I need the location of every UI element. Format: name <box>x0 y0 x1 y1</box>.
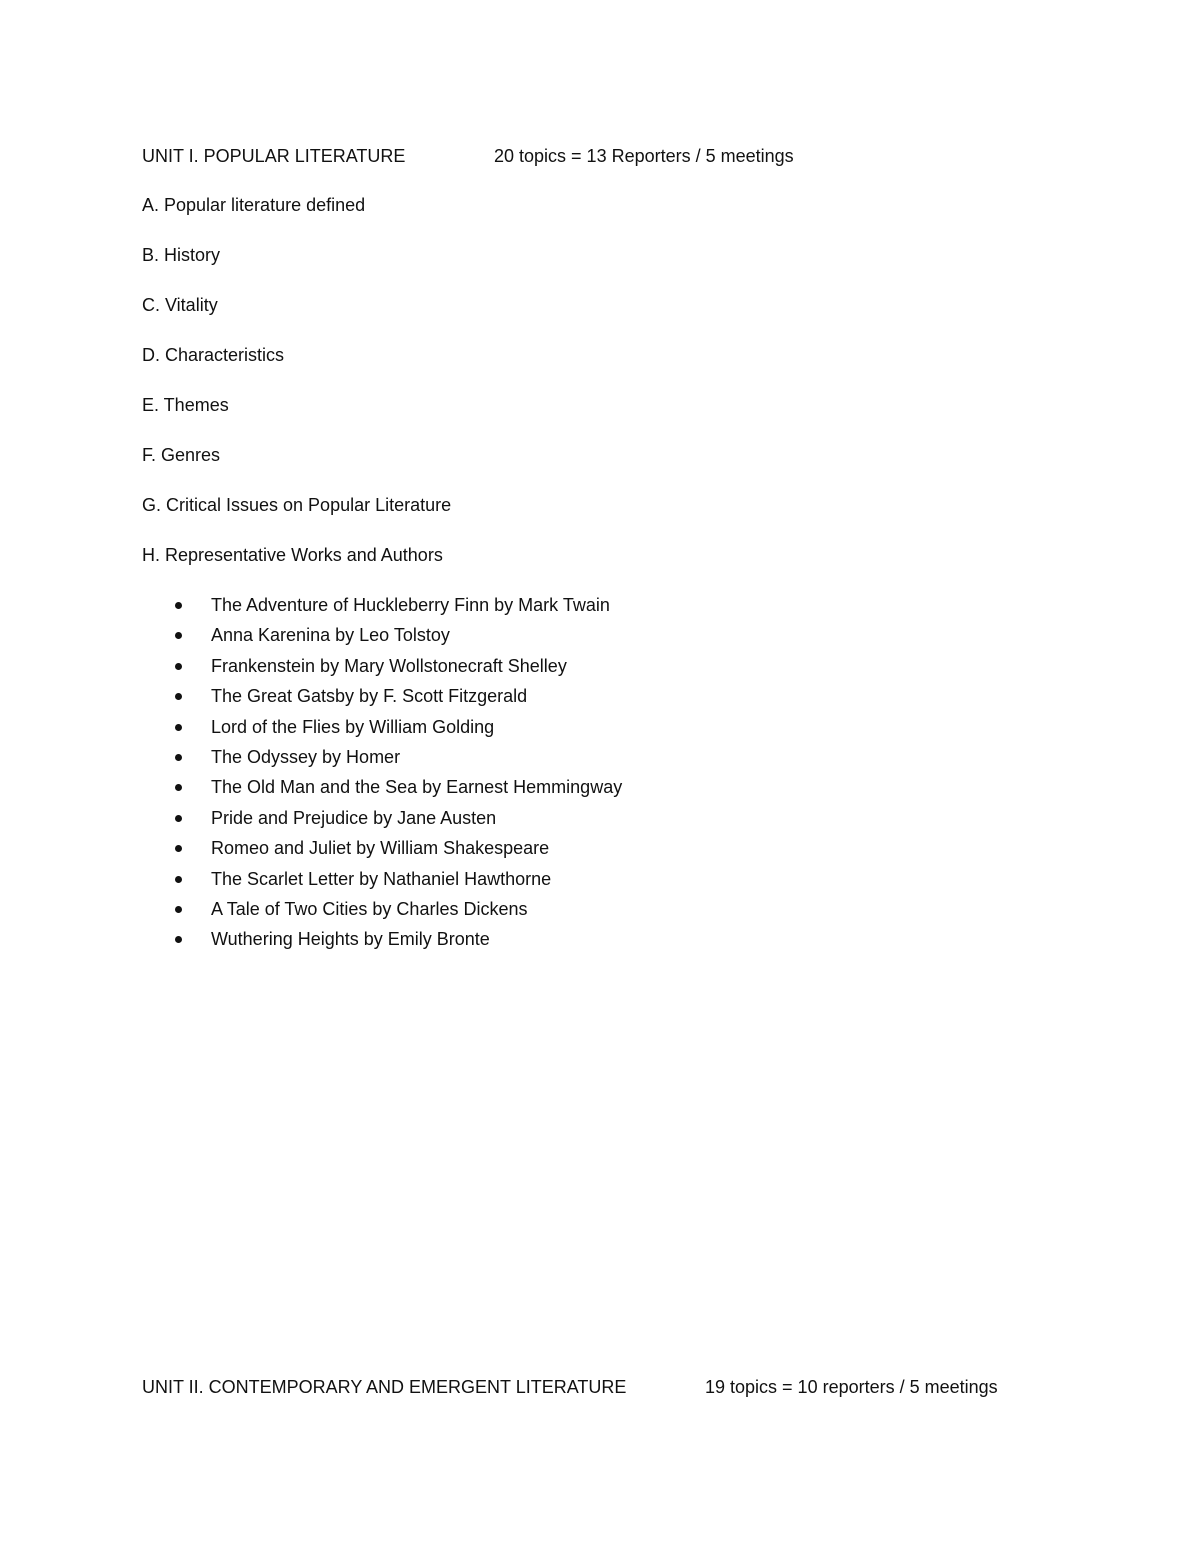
work-item <box>175 593 622 623</box>
section-item-h: H. Representative Works and Authors <box>142 545 443 565</box>
work-item <box>175 775 622 805</box>
work-title: Pride and Prejudice by Jane Austen <box>211 807 497 828</box>
work-item <box>175 745 622 775</box>
bullet-icon <box>175 936 182 943</box>
bullet-icon <box>175 602 182 609</box>
bullet-icon <box>175 754 182 761</box>
bullet-icon <box>175 663 182 670</box>
unit-2-topics-summary: 19 topics = 10 reporters / 5 meetings <box>705 1377 998 1397</box>
work-title: Lord of the Flies by William Golding <box>211 716 495 737</box>
work-item <box>175 715 622 745</box>
bullet-icon <box>175 632 182 639</box>
unit-2-title: UNIT II. CONTEMPORARY AND EMERGENT LITERATURE <box>142 1377 627 1397</box>
bullet-icon <box>175 693 182 700</box>
work-item <box>175 806 622 836</box>
work-item <box>175 867 622 897</box>
work-title: Romeo and Juliet by William Shakespeare <box>211 838 550 859</box>
bullet-icon <box>175 724 182 731</box>
work-item <box>175 927 622 957</box>
bullet-icon <box>175 815 182 822</box>
work-title: The Adventure of Huckleberry Finn by Mark Twain <box>211 595 610 615</box>
unit-1-topics-summary: 20 topics = 13 Reporters / 5 meetings <box>494 146 794 166</box>
work-item <box>175 684 622 714</box>
work-title: The Odyssey by Homer <box>211 746 401 767</box>
work-title: The Great Gatsby by F. Scott Fitzgerald <box>211 686 528 707</box>
section-item-d: D. Characteristics <box>142 345 285 365</box>
bullet-icon <box>175 845 182 852</box>
unit-1-heading <box>142 144 842 168</box>
representative-works-list <box>175 593 622 958</box>
work-title: The Scarlet Letter by Nathaniel Hawthorne <box>211 868 552 889</box>
work-title: Frankenstein by Mary Wollstonecraft Shelley <box>211 655 567 676</box>
unit-1-title: UNIT I. POPULAR LITERATURE <box>142 146 406 166</box>
section-item-c: C. Vitality <box>142 295 218 315</box>
bullet-icon <box>175 876 182 883</box>
bullet-icon <box>175 784 182 791</box>
work-title: Anna Karenina by Leo Tolstoy <box>211 625 450 646</box>
work-item <box>175 897 622 927</box>
work-item <box>175 654 622 684</box>
work-title: A Tale of Two Cities by Charles Dickens <box>211 898 528 919</box>
section-item-f: F. Genres <box>142 445 221 465</box>
work-title: Wuthering Heights by Emily Bronte <box>211 929 490 950</box>
work-item <box>175 623 622 653</box>
unit-1-section-list <box>142 193 451 593</box>
section-item-e: E. Themes <box>142 395 229 415</box>
section-item-a: A. Popular literature defined <box>142 195 366 215</box>
section-item-g: G. Critical Issues on Popular Literature <box>142 495 452 515</box>
unit-2-heading <box>142 1375 1042 1399</box>
section-item-b: B. History <box>142 245 221 265</box>
bullet-icon <box>175 906 182 913</box>
work-item <box>175 836 622 866</box>
work-title: The Old Man and the Sea by Earnest Hemmingway <box>211 777 623 798</box>
